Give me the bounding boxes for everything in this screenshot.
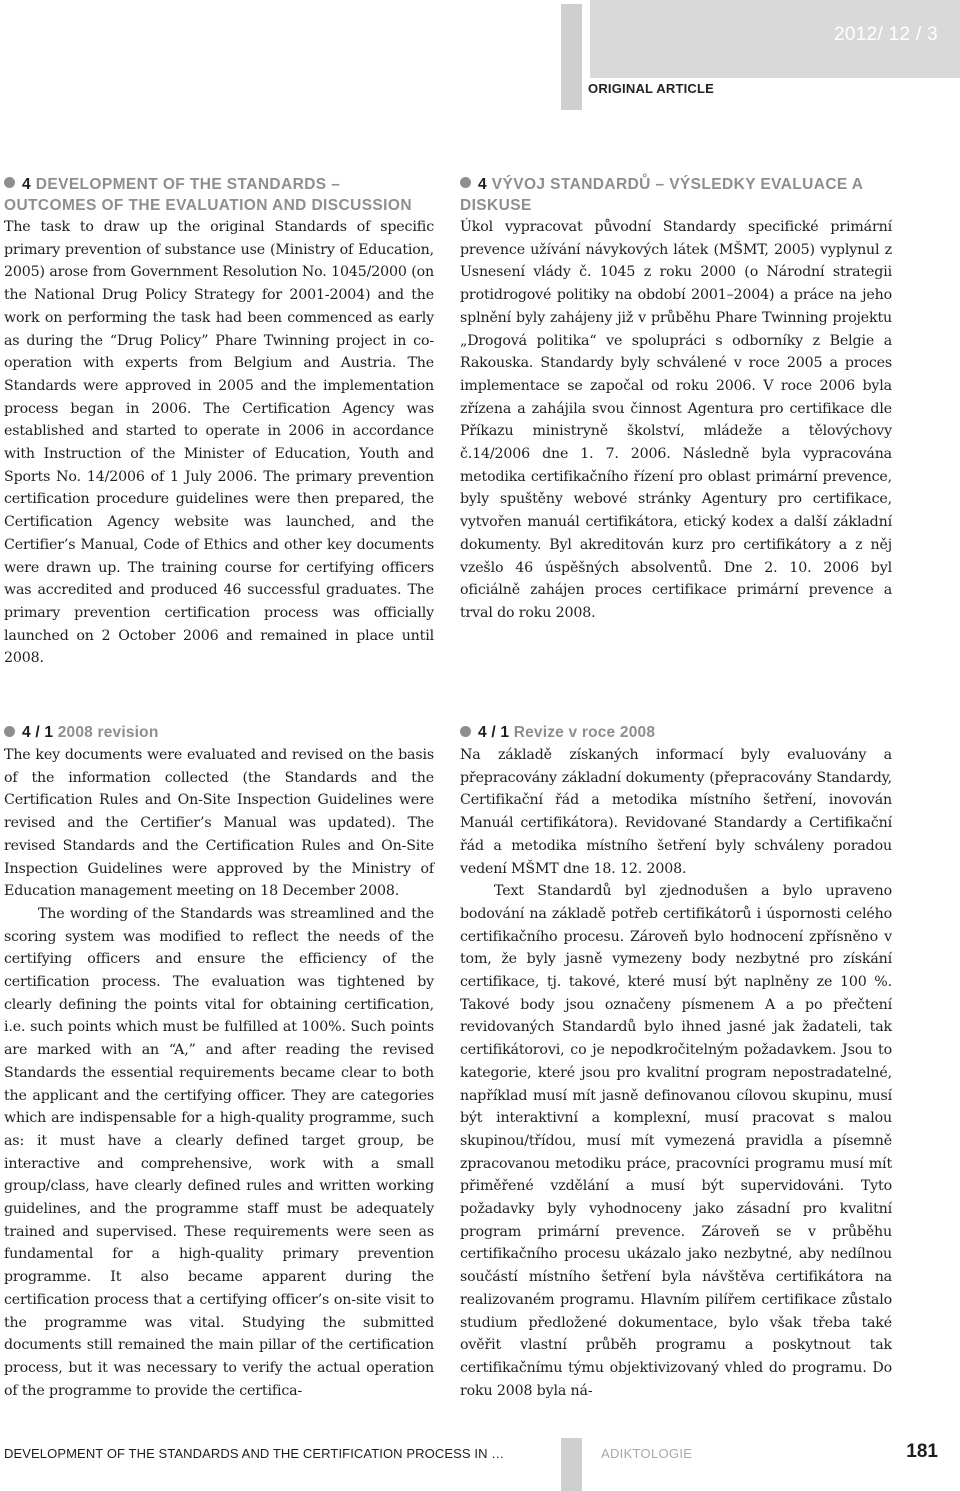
left-section-4-heading	[4, 174, 434, 216]
right-section-4-1-paragraph-1: Na základě získaných informací byly evaluovány a přepracovány základní dokumenty (přepracovány Standardy, Certifikační řád a metodika místního šetření, inovován Manuál certifikátora). Revidované Standardy a Certifikační řád a metodika místního šetření byly schváleny poradou vedení MŠMT dne 18. 12. 2008.	[460, 747, 892, 877]
right-section-4-paragraph: Úkol vypracovat původní Standardy specifické primární prevence užívání návykových látek (MŠMT, 2005) vyplynul z Usnesení vlády č. 1045 z roku 2000 (o Národní strategii protidrogové politiky na období 2001–2004) a práce na jeho splnění byly zahájeny již v průběhu Phare Twinning projektu „Drogová politika“ ve spolupráci s odborníky z Belgie a Rakouska. Standardy byly schválené v roce 2005 a proces implementace se započal od roku 2006. V roce 2006 byla zřízena a zahájila svou činnost Agentura pro certifikace dle Příkazu ministryně školství, mládeže a tělovýchovy č.14/2006 dne 1. 7. 2006. Následně byla vypracována metodika certifikačního řízení pro oblast primární prevence, byly spuštěny webové stránky Agentury pro certifikace, vytvořen manuál certifikátora, etický kodex a další základní dokumenty. Byl akreditován kurz pro certifikátory a z něj vzešlo 46 úspěšných absolventů. Dne 2. 10. 2006 byl oficiálně zahájen proces certifikace primární prevence a trval do roku 2008.	[460, 219, 892, 621]
section-title: VÝVOJ STANDARDŮ – VÝSLEDKY EVALUACE A DISKUSE	[460, 176, 863, 214]
bullet-dot-icon	[4, 177, 15, 188]
subsection-title: Revize v roce 2008	[513, 724, 656, 741]
left-section-4-1-paragraph-1: The key documents were evaluated and revised on the basis of the information collected (the Standards and the Certification Rules and On-Site Inspection Guidelines were revised and the Certifier’s Manual was updated). The revised Standards and the Certification Rules and On-Site Inspection Guidelines were approved by the Ministry of Education management meeting on 18 December 2008.	[4, 747, 434, 900]
subsection-number: 4 / 1	[22, 724, 54, 741]
section-title: DEVELOPMENT OF THE STANDARDS – OUTCOMES OF THE EVALUATION AND DISCUSSION	[4, 176, 412, 214]
right-section-4-1-paragraph-2: Text Standardů byl zjednodušen a bylo upraveno bodování na základě potřeb certifikátorů i úspornosti celého certifikačního procesu. Zároveň bylo hodnocení zpřísněno v tom, že byly jasně vymezeny body nezbytné pro získání certifikace, tj. takové, které musí být naplněny ze 100 %. Takové body jsou označeny písmenem A a po přečtení revidovaných Standardů bylo ihned jasné jak žadateli, tak certifikátorovi, co je nepodkročitelným požadavkem. Jsou to kategorie, které jsou pro kvalitní program nepostradatelné, například musí mít jasně definovanou cílovou skupinu, musí být interaktivní a komplexní, musí pracovat s malou skupinou/třídou, musí mít vymezená pravidla a písemně zpracovanou metodiku práce, pracovníci programu musí mít přiměřené vzdělání a musí být supervidováni. Tyto požadavky byly vyhodnoceny jako zásadní pro kvalitní program primární prevence. Zároveň se v průběhu certifikačního procesu ukázalo jako nezbytné, aby nedílnou součástí místního šetření byla návštěva certifikátora na realizovaném programu. Hlavním pilířem certifikace zůstalo studium předložené dokumentace, bylo však třeba také ověřit vlastní průběh programu a poskytnout tak certifikačnímu týmu objektivizovaný vhled do programu. Do roku 2008 byla ná-	[460, 883, 892, 1399]
bullet-dot-icon	[4, 726, 15, 737]
header-band	[590, 0, 960, 78]
left-section-4-1-paragraph-2: The wording of the Standards was streamlined and the scoring system was modified to reflect the needs of the certifying officers and ensure the efficiency of the certification process. The evaluation was tightened by clearly defining the points vital for obtaining certification, i.e. such points which must be fulfilled at 100%. Such points are marked with an “A,” and after reading the revised Standards the essential requirements became clear to both the applicant and the certifying officer. They are categories which are indispensable for a high-quality programme, such as: it must have a clearly defined target group, be interactive and comprehensive, work with a small group/class, have clearly defined rules and written working guidelines, and the programme staff must be adequately trained and supervised. These requirements were seen as fundamental for a high-quality primary prevention programme. It also became apparent during the certification process that a certifying officer’s on-site visit to the programme was vital. Studying the submitted documents still remained the main pillar of the certification process, but it was necessary to verify the actual operation of the programme to provide the certifica-	[4, 905, 434, 1399]
header-accent-bar	[561, 4, 582, 110]
subsection-title: 2008 revision	[57, 724, 159, 741]
left-section-4-1-heading	[4, 722, 434, 744]
left-section-4-1	[4, 722, 434, 1402]
footer-article-title: DEVELOPMENT OF THE STANDARDS AND THE CERTIFICATION PROCESS IN …	[4, 1446, 505, 1461]
footer-accent-bar	[561, 1438, 582, 1491]
footer-journal-name: ADIKTOLOGIE	[601, 1446, 693, 1461]
right-section-4-1	[460, 722, 892, 1402]
article-type-label: ORIGINAL ARTICLE	[588, 81, 714, 96]
issue-number: 2012/ 12 / 3	[834, 24, 938, 45]
right-section-4	[460, 174, 892, 625]
bullet-dot-icon	[460, 177, 471, 188]
subsection-number: 4 / 1	[478, 724, 510, 741]
section-number: 4	[478, 176, 488, 193]
right-section-4-1-heading	[460, 722, 892, 744]
left-section-4	[4, 174, 434, 670]
page-number: 181	[906, 1441, 938, 1462]
section-number: 4	[22, 176, 32, 193]
left-section-4-paragraph: The task to draw up the original Standards of specific primary prevention of substance use (Ministry of Education, 2005) arose from Government Resolution No. 1045/2000 (on the National Drug Policy Strategy for 2001-2004) and the work on performing the task had been commenced as early as during the “Drug Policy” Phare Twinning project in co-operation with experts from Belgium and Austria. The Standards were approved in 2005 and the implementation process began in 2006. The Certification Agency was established and started to operate in 2006 in accordance with Instruction of the Minister of Education, Youth and Sports No. 14/2006 of 1 July 2006. The primary prevention certification procedure guidelines were then prepared, the Certification Agency website was launched, and the Certifier’s Manual, Code of Ethics and other key documents were drawn up. The training course for certifying officers was accredited and produced 46 successful graduates. The primary prevention certification process was officially launched on 2 October 2006 and remained in place until 2008.	[4, 219, 434, 667]
right-section-4-heading	[460, 174, 892, 216]
bullet-dot-icon	[460, 726, 471, 737]
